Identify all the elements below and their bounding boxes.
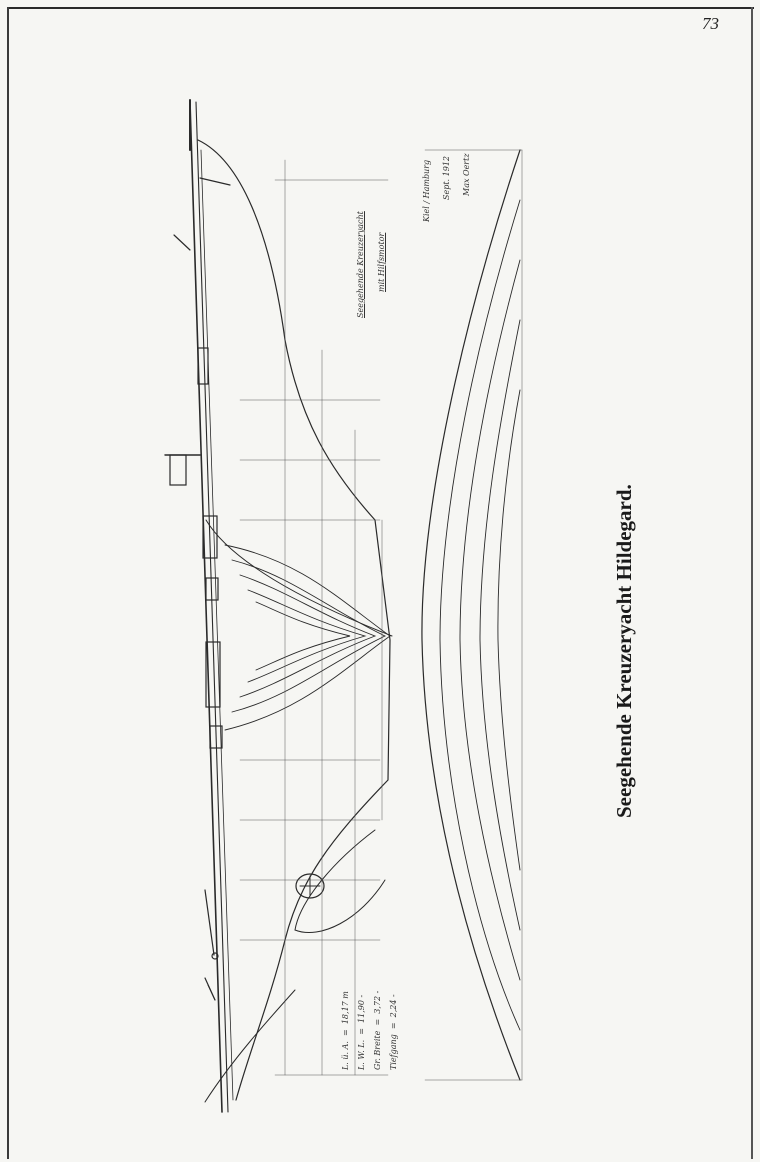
page-number: 73 [702, 14, 719, 33]
dimension-row: L. ü. A. = 18,17 m [341, 991, 350, 1070]
signature-line3: Max Oertz [462, 153, 471, 196]
drawing-title-line1: Seegehende Kreuzeryacht [356, 211, 365, 318]
dimension-row: L. W. L. = 11,90 - [357, 994, 366, 1070]
dimension-row: Tiefgang = 2,24 - [389, 994, 398, 1070]
dimension-row: Gr. Breite = 3,72 - [373, 990, 382, 1070]
signature-line1: Kiel / Hamburg [422, 159, 431, 222]
dimensions-table [338, 991, 402, 1070]
half-breadth-outline [422, 150, 520, 1080]
waterlines [440, 200, 520, 1030]
station-ticks [425, 150, 522, 1080]
drawing-subtitle [377, 233, 386, 292]
signature-line2: Sept. 1912 [442, 156, 451, 200]
body-plan [225, 545, 390, 730]
drawing-title-line2: mit Hilfsmotor [377, 232, 386, 292]
page-caption: Seegehende Kreuzeryacht Hildegard. [612, 484, 636, 818]
drawing-title [356, 211, 365, 318]
deck-line [190, 102, 233, 1112]
